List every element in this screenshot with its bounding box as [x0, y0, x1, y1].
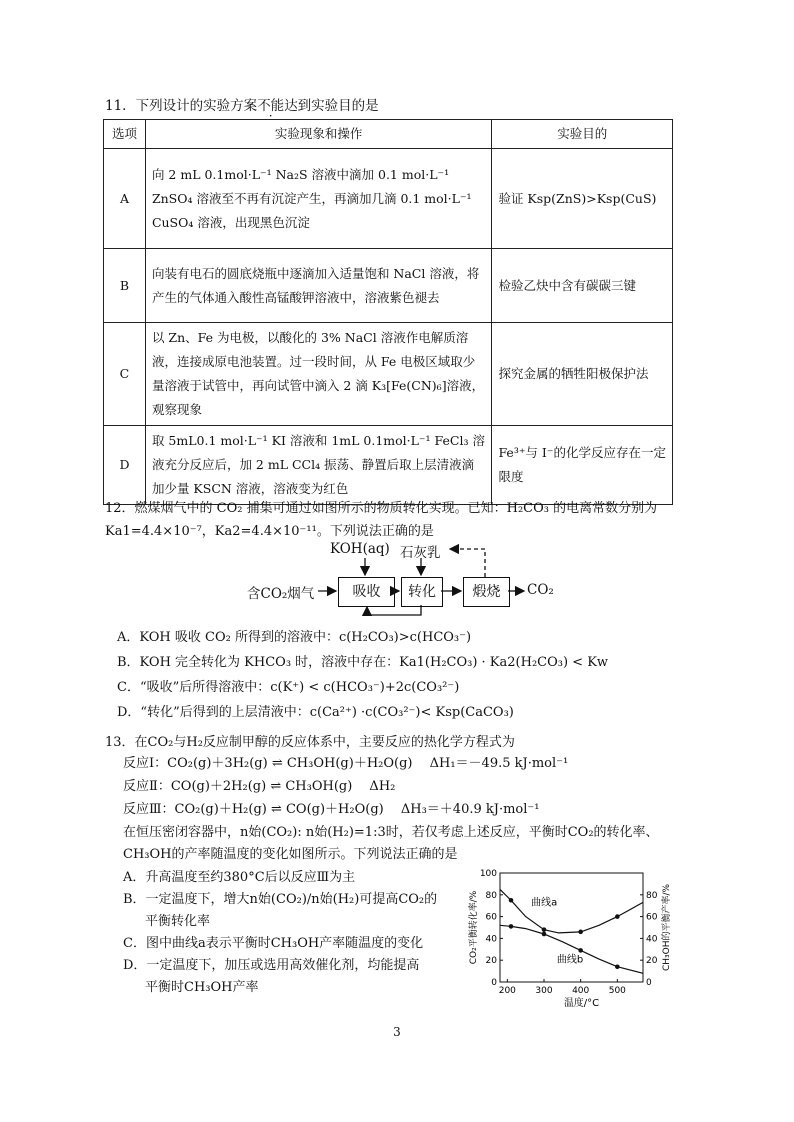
data-point: [615, 914, 620, 919]
q13-option-d: D．一定温度下，加压或选用高效催化剂，均能提高: [123, 958, 420, 973]
x-tick-label: 200: [498, 986, 516, 996]
row-option: C: [104, 323, 146, 426]
y-right-tick-label: 20: [646, 956, 658, 967]
row-operation: 以 Zn、Fe 为电极，以酸化的 3% NaCl 溶液作电解质溶液，连接成原电池装置。过一段时间，从 Fe 电极区域取少量溶液于试管中，再向试管中滴入 2 滴 K₃[Fe(CN)₆]溶液，观察现象: [145, 323, 492, 426]
flow-koh-label: KOH(aq): [330, 541, 390, 557]
row-operation: 取 5mL0.1 mol·L⁻¹ KI 溶液和 1mL 0.1mol·L⁻¹ FeCl₃ 溶液充分反应后，加 2 mL CCl₄ 振荡、静置后取上层清液滴加少量 KSCN 溶液，溶液变为红色: [145, 426, 492, 505]
y-left-tick-label: 20: [485, 956, 497, 967]
x-tick-label: 500: [608, 986, 626, 996]
q13-desc-1: 在恒压密闭容器中，n始(CO₂): n始(H₂)=1:3时，若仅考虑上述反应，平衡时CO₂的转化率、: [123, 825, 659, 840]
y-right-tick-label: 60: [646, 912, 658, 923]
q12-option-b: B．KOH 完全转化为 KHCO₃ 时，溶液中存在：Ka1(H₂CO₃) · Ka2(H₂CO₃) < Kw: [117, 655, 609, 670]
row-option: A: [104, 149, 146, 249]
data-point: [578, 948, 583, 953]
y-right-tick-label: 80: [646, 890, 658, 901]
y-left-tick-label: 60: [485, 912, 497, 923]
q13-line1: 13．在CO₂与H₂反应制甲醇的反应体系中，主要反应的热化学方程式为: [105, 735, 515, 750]
q12-option-a: A．KOH 吸收 CO₂ 所得到的溶液中：c(H₂CO₃)>c(HCO₃⁻): [117, 630, 472, 645]
page-number: 3: [393, 1025, 401, 1039]
q11-emphasis: 不能: [257, 98, 285, 114]
x-tick-label: 400: [572, 986, 590, 996]
flow-output-label: CO₂: [527, 582, 554, 598]
q12-option-c: C．“吸收”后所得溶液中：c(K⁺) < c(HCO₃⁻)+2c(CO₃²⁻): [117, 680, 460, 695]
q12-line1: 12．燃煤烟气中的 CO₂ 捕集可通过如图所示的物质转化实现。已知：H₂CO₃ 的电离常数分别为: [105, 501, 658, 516]
y-left-tick-label: 40: [485, 934, 497, 945]
q13-option-d-cont: 平衡时CH₃OH产率: [145, 980, 259, 995]
flow-lime-label: 石灰乳: [400, 545, 441, 561]
q13-desc-2: CH₃OH的产率随温度的变化如图所示。下列说法正确的是: [123, 847, 458, 862]
q13-option-b: B．一定温度下，增大n始(CO₂)/n始(H₂)可提高CO₂的: [123, 892, 438, 907]
header-goal: 实验目的: [492, 120, 673, 149]
flow-box-calcine: 煅烧: [463, 577, 510, 607]
row-goal: Fe³⁺与 I⁻的化学反应存在一定限度: [492, 426, 673, 505]
data-point: [509, 924, 514, 929]
q13-reaction-1: 反应Ⅰ：CO₂(g)＋3H₂(g) ⇌ CH₃OH(g)＋H₂O(g) ΔH₁＝－49.5 kJ·mol⁻¹: [123, 756, 569, 771]
row-goal: 验证 Ksp(ZnS)>Ksp(CuS): [492, 149, 673, 249]
data-point: [615, 964, 620, 969]
series-label-b: 曲线b: [556, 954, 584, 966]
series-label-a: 曲线a: [531, 897, 558, 909]
q12-line2: Ka1=4.4×10⁻⁷，Ka2=4.4×10⁻¹¹。下列说法正确的是: [105, 524, 434, 539]
row-goal: 探究金属的牺牲阳极保护法: [492, 323, 673, 426]
header-operation: 实验现象和操作: [145, 120, 492, 149]
y-left-tick-label: 100: [479, 869, 497, 879]
series-line-a: [500, 889, 643, 933]
y-left-tick-label: 80: [485, 890, 497, 901]
flow-box-absorb: 吸收: [338, 577, 395, 607]
q13-option-c: C．图中曲线a表示平衡时CH₃OH产率随温度的变化: [123, 936, 424, 951]
flow-box-convert: 转化: [401, 577, 443, 607]
q13-chart: [460, 860, 676, 1022]
x-tick-label: 300: [535, 986, 553, 996]
row-option: D: [104, 426, 146, 505]
y-right-tick-label: 0: [646, 978, 652, 988]
x-axis-label: 温度/°C: [563, 998, 600, 1009]
y-left-tick-label: 0: [491, 978, 497, 988]
row-operation: 向装有电石的圆底烧瓶中逐滴加入适量饱和 NaCl 溶液，将产生的气体通入酸性高锰酸钾溶液中，溶液紫色褪去: [145, 249, 492, 323]
y-right-axis-label: CH₃OH的平衡产率/%: [662, 883, 672, 972]
q12-option-d: D．“转化”后得到的上层清液中：c(Ca²⁺) ·c(CO₃²⁻)< Ksp(CaCO₃): [117, 705, 514, 720]
data-point: [578, 930, 583, 935]
y-right-tick-label: 40: [646, 934, 658, 945]
data-point: [542, 932, 547, 937]
data-point: [542, 927, 547, 932]
q13-option-b-cont: 平衡转化率: [145, 914, 211, 929]
row-option: B: [104, 249, 146, 323]
flow-input-label: 含CO₂烟气: [247, 586, 315, 602]
q13-option-a: A．升高温度至约380°C后以反应Ⅲ为主: [123, 870, 356, 885]
q13-reaction-2: 反应Ⅱ：CO(g)＋2H₂(g) ⇌ CH₃OH(g) ΔH₂: [123, 779, 396, 794]
row-operation: 向 2 mL 0.1mol·L⁻¹ Na₂S 溶液中滴加 0.1 mol·L⁻¹ ZnSO₄ 溶液至不再有沉淀产生，再滴加几滴 0.1 mol·L⁻¹ CuSO₄ 溶液，出现黑色沉淀: [145, 149, 492, 249]
data-point: [509, 898, 514, 903]
header-option: 选项: [104, 120, 146, 149]
q13-reaction-3: 反应Ⅲ：CO₂(g)＋H₂(g) ⇌ CO(g)＋H₂O(g) ΔH₃＝＋40.9 kJ·mol⁻¹: [123, 802, 540, 817]
y-left-axis-label: CO₂平衡转化率/%: [469, 890, 479, 965]
q11-title: 11．下列设计的实验方案不能达到实验目的是: [105, 98, 379, 114]
row-goal: 检验乙炔中含有碳碳三键: [492, 249, 673, 323]
